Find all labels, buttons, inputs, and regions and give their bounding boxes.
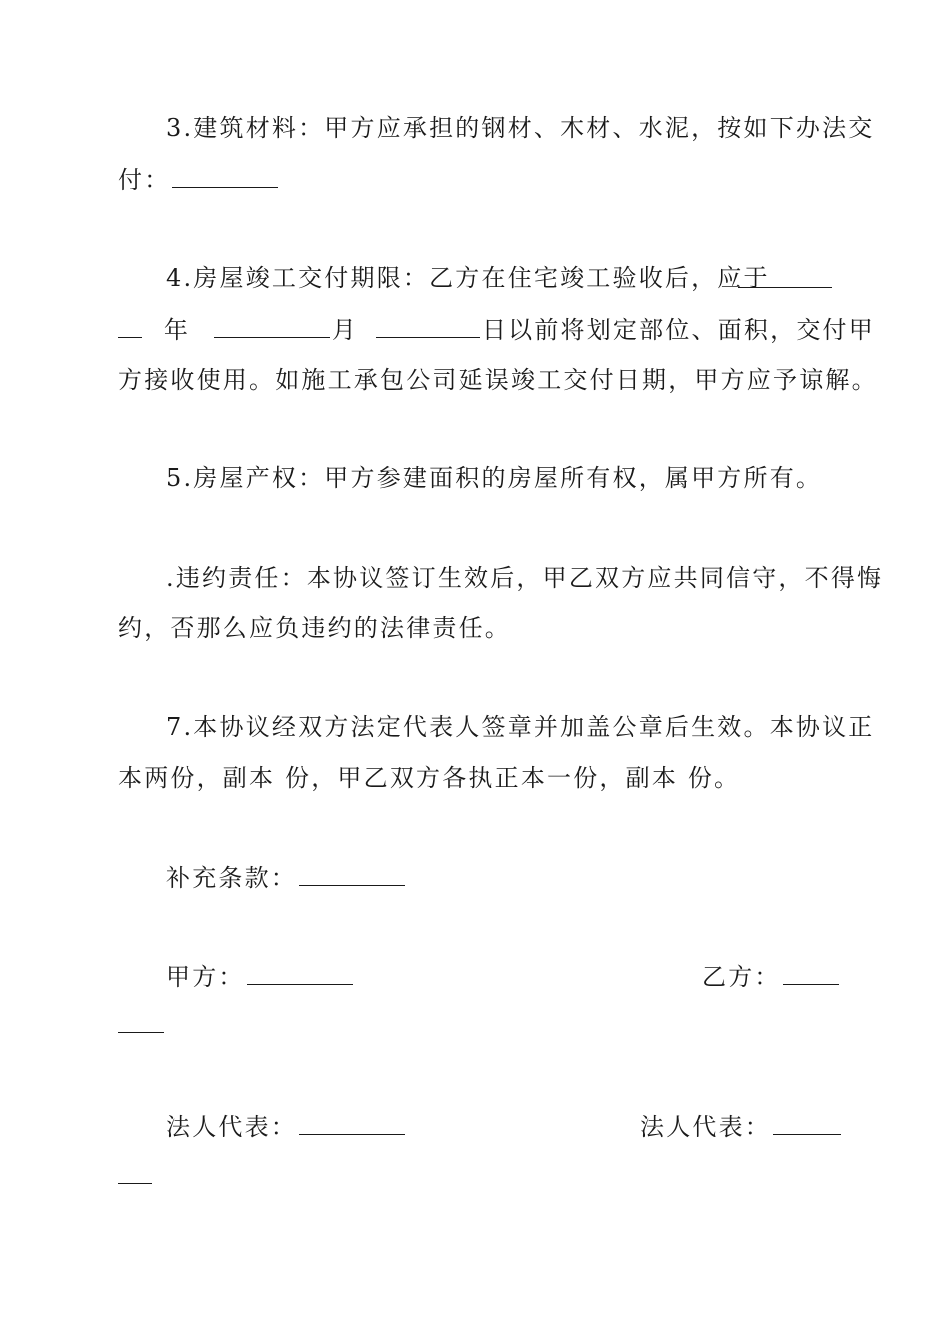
rep-a-blank[interactable]	[299, 1112, 405, 1135]
rep-b-blank-part1[interactable]	[773, 1112, 841, 1135]
clause-4-line-2	[118, 314, 875, 346]
clause-5-line-1	[166, 462, 822, 494]
rep-b-blank-part2[interactable]	[118, 1183, 152, 1184]
party-b-line	[702, 961, 841, 993]
rep-a-label: 法人代表：	[166, 1113, 297, 1141]
party-b-blank-part2[interactable]	[118, 1032, 164, 1033]
party-a-label: 甲方：	[166, 963, 245, 991]
party-a-line	[166, 961, 355, 993]
completion-day-blank[interactable]	[376, 315, 480, 338]
rep-b-label: 法人代表：	[640, 1113, 771, 1141]
year-label: 年	[163, 316, 191, 344]
rep-a-line	[166, 1111, 407, 1143]
clause-6-text-2: 约，否那么应负违约的法律责任。	[118, 614, 511, 642]
completion-year-blank-part2[interactable]	[118, 315, 142, 338]
clause-3-line-1	[166, 112, 875, 144]
clause-3-text: 3.建筑材料：甲方应承担的钢材、木材、水泥，按如下办法交	[166, 114, 875, 142]
clause-4-line-3	[118, 364, 878, 396]
party-a-blank[interactable]	[247, 962, 353, 985]
clause-7-text: 7.本协议经双方法定代表人签章并加盖公章后生效。本协议正	[166, 713, 875, 741]
supplement-blank[interactable]	[299, 863, 405, 886]
party-b-label: 乙方：	[702, 963, 781, 991]
clause-7-line-1	[166, 711, 875, 743]
supplement-line	[166, 862, 407, 894]
clause-5-text: 5.房屋产权：甲方参建面积的房屋所有权，属甲方所有。	[166, 464, 823, 492]
party-b-blank-part1[interactable]	[783, 962, 839, 985]
clause-6-line-2	[118, 612, 511, 644]
clause-4-text-2: 日以前将划定部位、面积，交付甲	[481, 316, 875, 344]
clause-6-line-1	[166, 562, 883, 594]
clause-4-text: 4.房屋竣工交付期限：乙方在住宅竣工验收后，应于	[166, 264, 770, 292]
clause-6-text: .违约责任：本协议签订生效后，甲乙双方应共同信守，不得悔	[166, 564, 884, 592]
supplement-label: 补充条款：	[166, 864, 297, 892]
material-delivery-blank[interactable]	[172, 165, 278, 188]
completion-year-blank-part1[interactable]	[738, 287, 832, 288]
clause-7-line-2	[118, 762, 740, 794]
rep-b-line	[640, 1111, 843, 1143]
completion-month-blank[interactable]	[214, 315, 330, 338]
clause-3-text-2: 付：	[118, 166, 171, 194]
month-label: 月	[331, 316, 359, 344]
clause-4-line-1	[166, 262, 770, 294]
clause-7-text-2: 本两份，副本 份，甲乙双方各执正本一份，副本 份。	[118, 764, 741, 792]
clause-3-line-2	[118, 164, 280, 196]
clause-4-text-3: 方接收使用。如施工承包公司延误竣工交付日期，甲方应予谅解。	[118, 366, 878, 394]
